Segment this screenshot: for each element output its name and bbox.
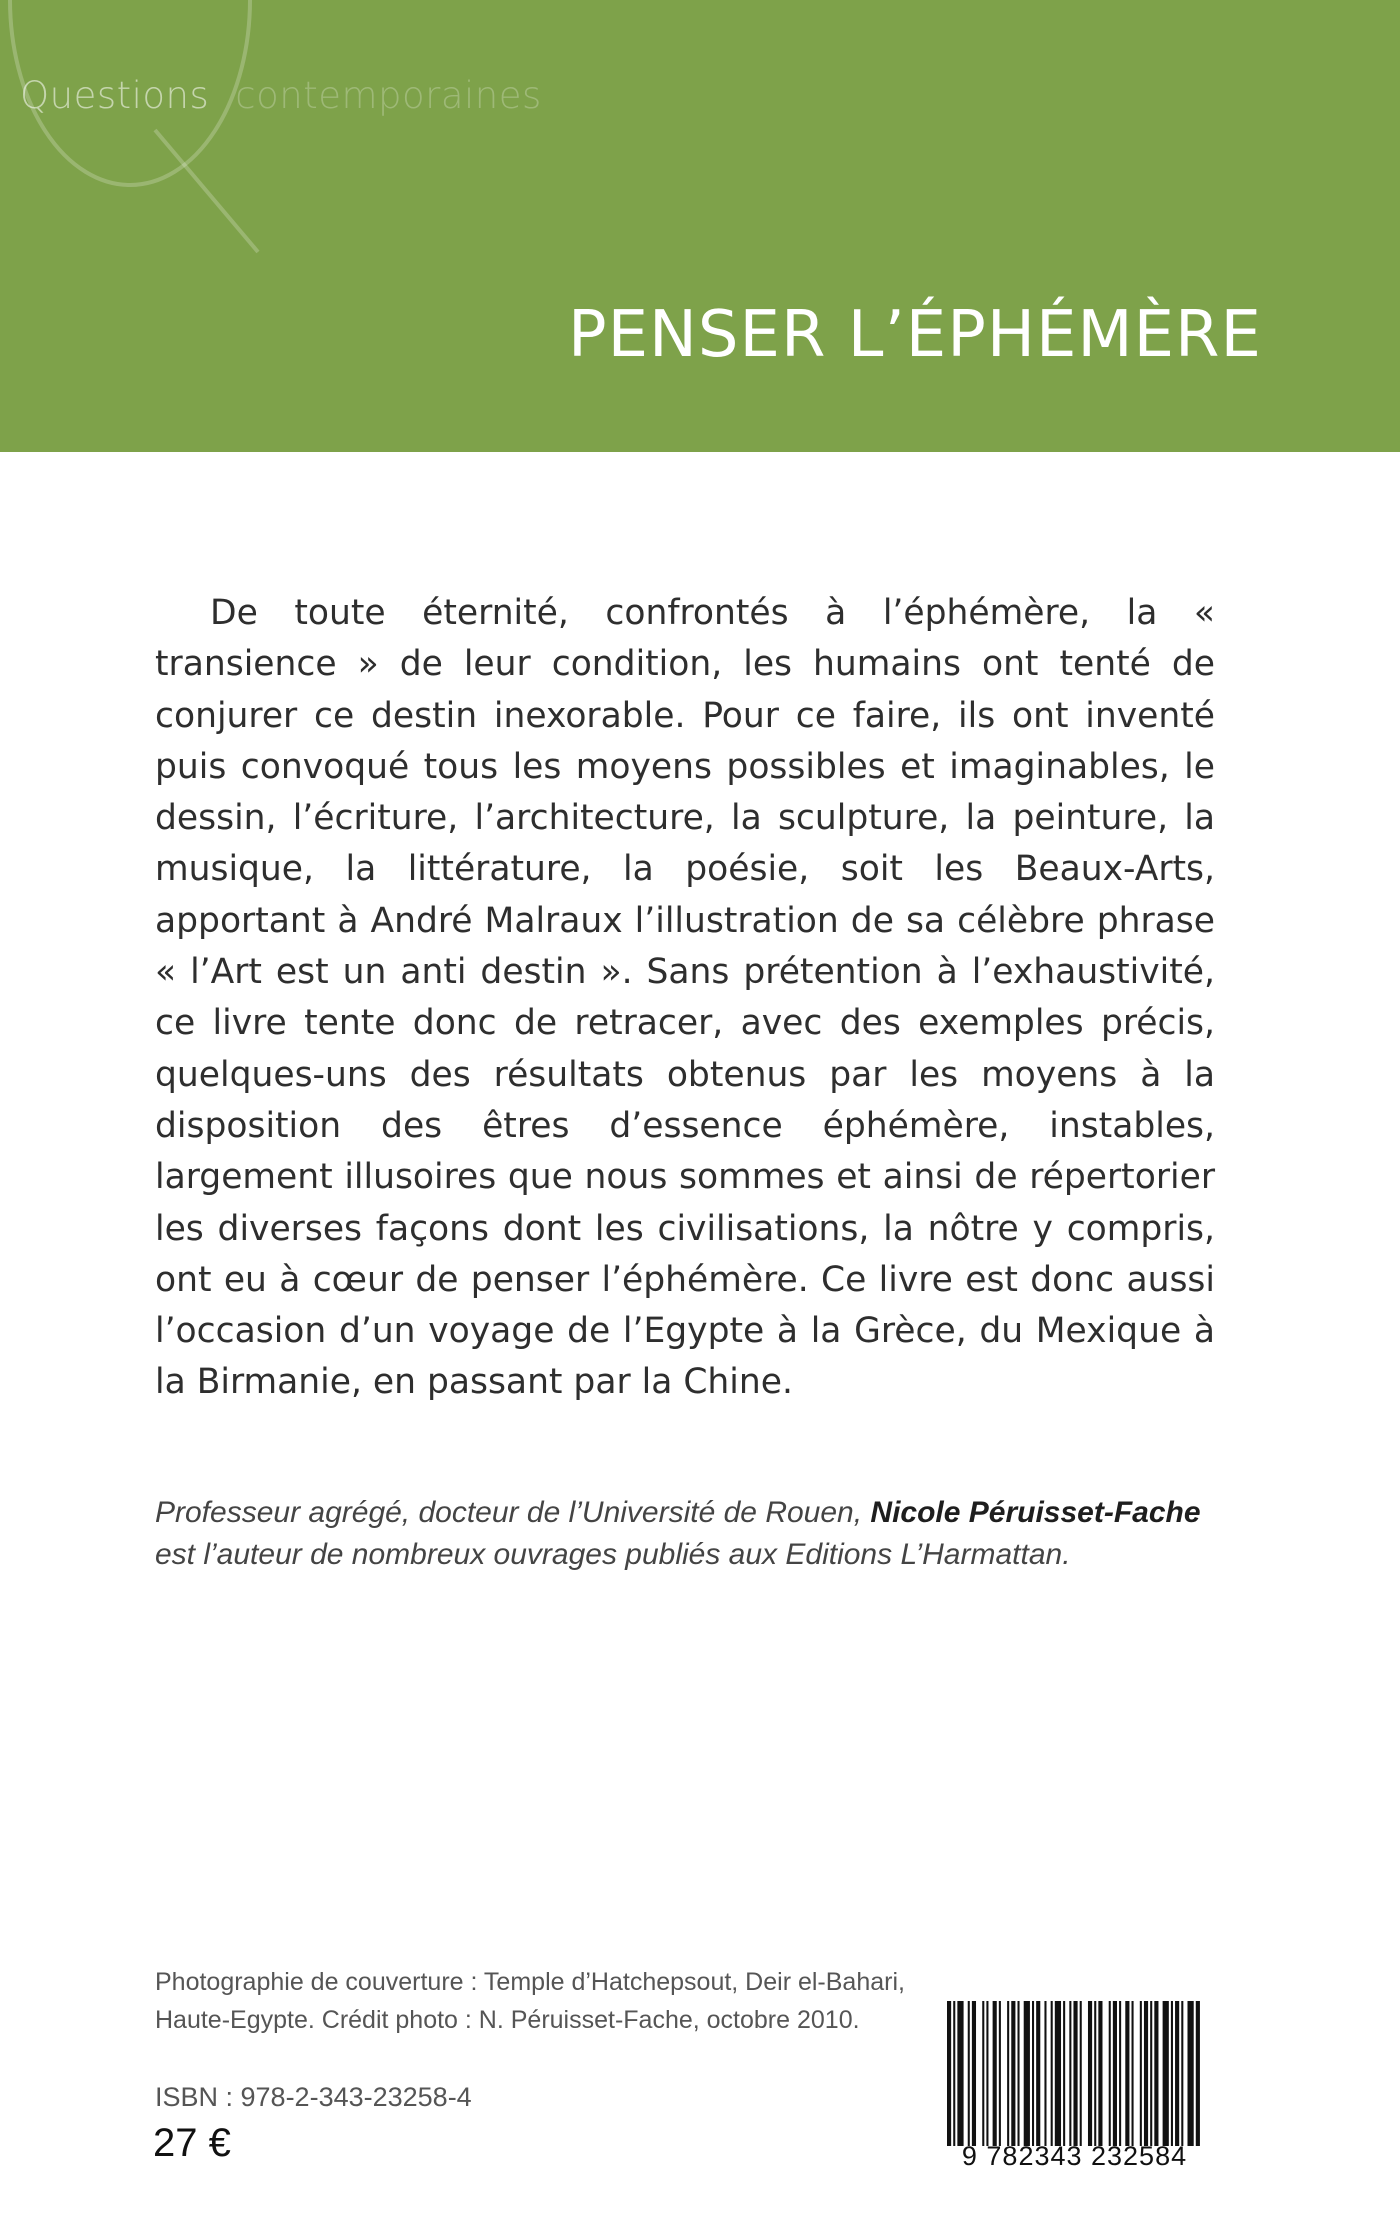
barcode-bar xyxy=(957,2001,963,2146)
barcode-bar xyxy=(986,2001,988,2146)
barcode-bar xyxy=(1017,2001,1019,2146)
barcode-bar xyxy=(1024,2001,1030,2146)
author-name: Nicole Péruisset-Fache xyxy=(870,1496,1201,1529)
barcode-bar xyxy=(953,2001,955,2146)
barcode-bar xyxy=(1063,2001,1065,2146)
barcode-bar xyxy=(1069,2001,1071,2146)
barcode-bar xyxy=(1098,2001,1102,2146)
barcode-bar xyxy=(1140,2001,1142,2146)
barcode-bar xyxy=(1144,2001,1148,2146)
barcode-bar xyxy=(1088,2001,1092,2146)
series-name xyxy=(20,74,542,117)
photo-credit: Photographie de couverture : Temple d’Hatchepsout, Deir el-Bahari, Haute-Egypte. Crédit photo : N. Péruisset-Fache, octobre 2010. xyxy=(155,1968,905,2034)
barcode-bar xyxy=(1163,2001,1169,2146)
barcode xyxy=(938,2001,1211,2179)
barcode-bar xyxy=(1051,2001,1053,2146)
barcode-bar xyxy=(1181,2001,1183,2146)
barcode-bar xyxy=(993,2001,997,2146)
series-word-contemporaines: contemporaines xyxy=(235,74,542,117)
barcode-icon xyxy=(947,2001,1202,2146)
barcode-bar xyxy=(982,2001,984,2146)
barcode-bar xyxy=(1132,2001,1134,2146)
barcode-bar xyxy=(1036,2001,1040,2146)
barcode-bar xyxy=(1154,2001,1158,2146)
barcode-bar xyxy=(1119,2001,1121,2146)
barcode-bar xyxy=(999,2001,1001,2146)
barcode-bar xyxy=(972,2001,976,2146)
barcode-bar xyxy=(1171,2001,1173,2146)
barcode-bar xyxy=(1150,2001,1152,2146)
author-bio-suffix: est l’auteur de nombreux ouvrages publiés aux Editions L’Harmattan. xyxy=(155,1538,1071,1571)
barcode-bar xyxy=(968,2001,970,2146)
barcode-bar xyxy=(947,2001,951,2146)
barcode-bar xyxy=(1032,2001,1034,2146)
barcode-bar xyxy=(1080,2001,1082,2146)
price: 27 € xyxy=(153,2121,231,2165)
series-word-questions: Questions xyxy=(20,74,210,117)
back-cover-blurb: De toute éternité, confrontés à l’éphémère, la « transience » de leur condition, les humains ont tenté de conjurer ce destin inexorable. Pour ce faire, ils ont inventé puis convoqué tous les moyens possibles et imaginables, le dessin, l’écriture, l’architecture, la sculpture, la peinture, la musique, la littérature, la poésie, soit les Beaux-Arts, apportant à André Malraux l’illustration de sa célèbre phrase « l’Art est un anti destin ». Sans prétention à l’exhaustivité, ce livre tente donc de retracer, avec des exemples précis, quelques-uns des résultats obtenus par les moyens à la disposition des êtres d’essence éphémère, instables, largement illusoires que nous sommes et ainsi de répertorier les diverses façons dont les civilisations, la nôtre y compris, ont eu à cœur de penser l’éphémère. Ce livre est donc aussi l’occasion d’un voyage de l’Egypte à la Grèce, du Mexique à la Birmanie, en passant par la Chine. xyxy=(155,593,1215,1403)
barcode-bar xyxy=(1113,2001,1117,2146)
series-q-logo-icon xyxy=(0,0,280,260)
barcode-bar xyxy=(1007,2001,1009,2146)
barcode-bar xyxy=(1109,2001,1111,2146)
barcode-bar xyxy=(1125,2001,1129,2146)
book-title: PENSER L’ÉPHÉMÈRE xyxy=(568,298,1262,372)
barcode-bar xyxy=(1175,2001,1179,2146)
barcode-bar xyxy=(1187,2001,1193,2146)
barcode-bar xyxy=(1094,2001,1096,2146)
barcode-bar xyxy=(1044,2001,1046,2146)
author-bio-prefix: Professeur agrégé, docteur de l’Université de Rouen, xyxy=(155,1496,871,1529)
cover-header-band xyxy=(0,0,1400,452)
barcode-bar xyxy=(1073,2001,1077,2146)
barcode-bar xyxy=(1055,2001,1061,2146)
author-bio xyxy=(155,1492,1220,1576)
isbn: ISBN : 978-2-343-23258-4 xyxy=(155,2082,472,2112)
barcode-digits: 9 782343 232584 xyxy=(961,2141,1188,2171)
barcode-bar xyxy=(1196,2001,1200,2146)
barcode-bar xyxy=(1011,2001,1015,2146)
